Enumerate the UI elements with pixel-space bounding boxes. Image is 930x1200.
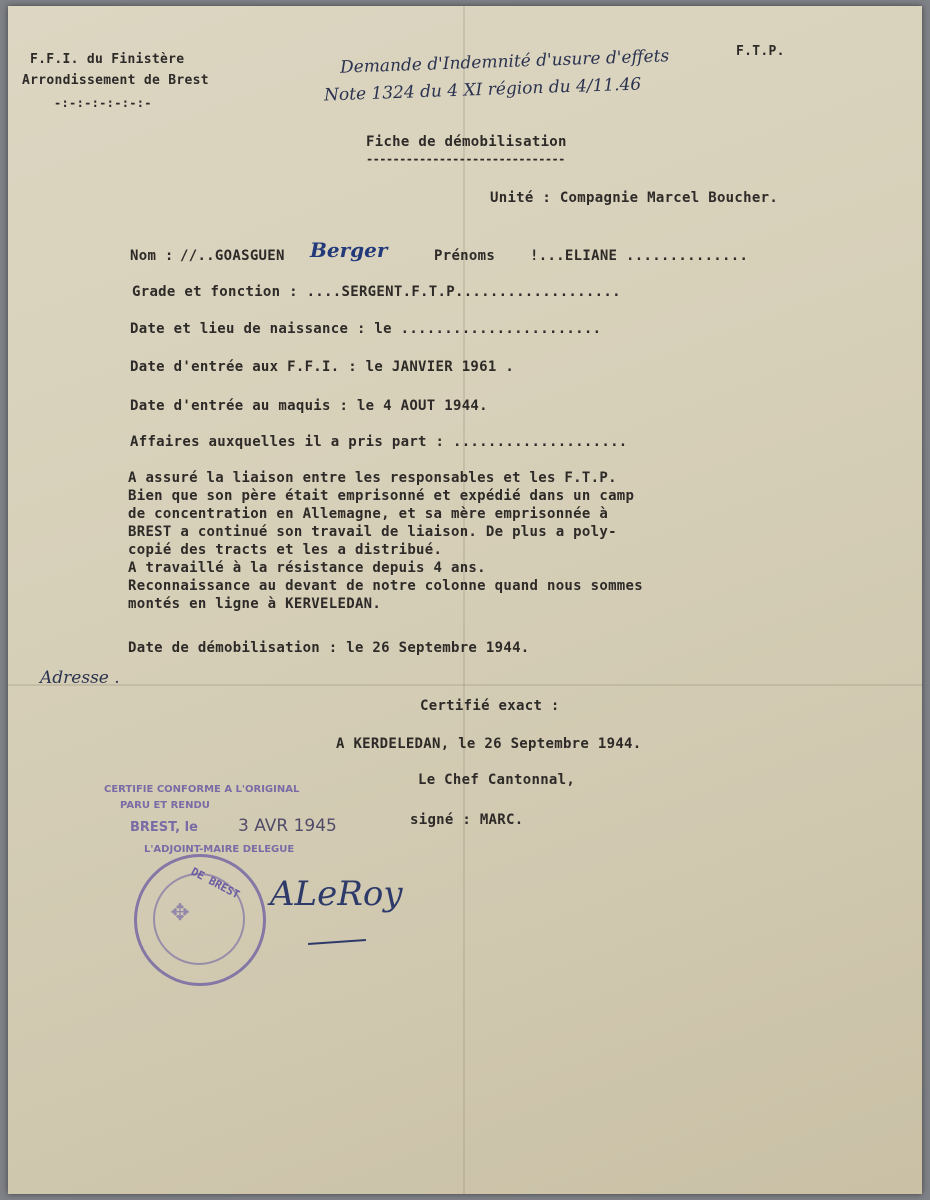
stamp-adjoint-maire: L'ADJOINT-MAIRE DELEGUE <box>144 844 295 855</box>
header-dashes: -:-:-:-:-:-:- <box>54 96 152 110</box>
handwritten-adresse: Adresse . <box>40 668 120 688</box>
certifie-exact: Certifié exact : <box>420 698 560 714</box>
stamp-brest-le: BREST, le <box>130 820 198 835</box>
field-nom-handwritten: Berger <box>310 238 388 262</box>
handwritten-request: Demande d'Indemnité d'usure d'effets <box>339 46 670 78</box>
seal-emblem-icon: ✥ <box>171 893 190 928</box>
field-grade: Grade et fonction : ....SERGENT.F.T.P................... <box>132 284 621 300</box>
seal-text: DE BREST <box>188 865 242 902</box>
stamp-certifie-conforme: CERTIFIE CONFORME A L'ORIGINAL <box>104 784 300 795</box>
field-entree-ffi: Date d'entrée aux F.F.I. : le JANVIER 1961 . <box>130 359 515 375</box>
page-title: Fiche de démobilisation <box>366 134 567 150</box>
unit-line: Unité : Compagnie Marcel Boucher. <box>490 190 779 206</box>
certification-place-date: A KERDELEDAN, le 26 Septembre 1944. <box>336 736 642 752</box>
stamp-paru-rendu: PARU ET RENDU <box>120 800 210 811</box>
chef-cantonnal: Le Chef Cantonnal, <box>418 772 576 788</box>
body-line: de concentration en Allemagne, et sa mère emprisonnée à <box>128 506 609 522</box>
handwritten-note: Note 1324 du 4 XI région du 4/11.46 <box>323 74 642 106</box>
body-line: A travaillé à la résistance depuis 4 ans. <box>128 560 486 576</box>
demobilisation-date: Date de démobilisation : le 26 Septembre 1944. <box>128 640 530 656</box>
document-page <box>8 6 922 1194</box>
field-naissance: Date et lieu de naissance : le ....................... <box>130 321 602 337</box>
field-nom-value: //..GOASGUEN <box>180 248 285 264</box>
stamp-date: 3 AVR 1945 <box>238 816 337 836</box>
signature: ALeRoy <box>270 874 403 914</box>
field-nom-label: Nom : <box>130 248 174 264</box>
header-arrondissement: Arrondissement de Brest <box>22 73 209 88</box>
signe-marc: signé : MARC. <box>410 812 524 828</box>
body-line: Bien que son père était emprisonné et expédié dans un camp <box>128 488 635 504</box>
fold-crease-horizontal <box>8 684 922 686</box>
header-ftp: F.T.P. <box>736 44 785 59</box>
field-prenoms-value: !...ELIANE .............. <box>530 248 749 264</box>
body-line: A assuré la liaison entre les responsables et les F.T.P. <box>128 470 617 486</box>
field-prenoms-label: Prénoms <box>434 248 496 264</box>
header-org: F.F.I. du Finistère <box>30 52 185 67</box>
fold-crease-vertical <box>463 6 465 1194</box>
body-line: BREST a continué son travail de liaison. De plus a poly- <box>128 524 617 540</box>
body-line: Reconnaissance au devant de notre colonne quand nous sommes <box>128 578 643 594</box>
official-seal <box>134 854 266 986</box>
field-entree-maquis: Date d'entrée au maquis : le 4 AOUT 1944. <box>130 398 488 414</box>
signature-underline <box>308 939 366 945</box>
title-underline: ------------------------------ <box>366 152 565 166</box>
body-line: montés en ligne à KERVELEDAN. <box>128 596 382 612</box>
field-affaires: Affaires auxquelles il a pris part : .................... <box>130 434 628 450</box>
body-line: copié des tracts et les a distribué. <box>128 542 443 558</box>
